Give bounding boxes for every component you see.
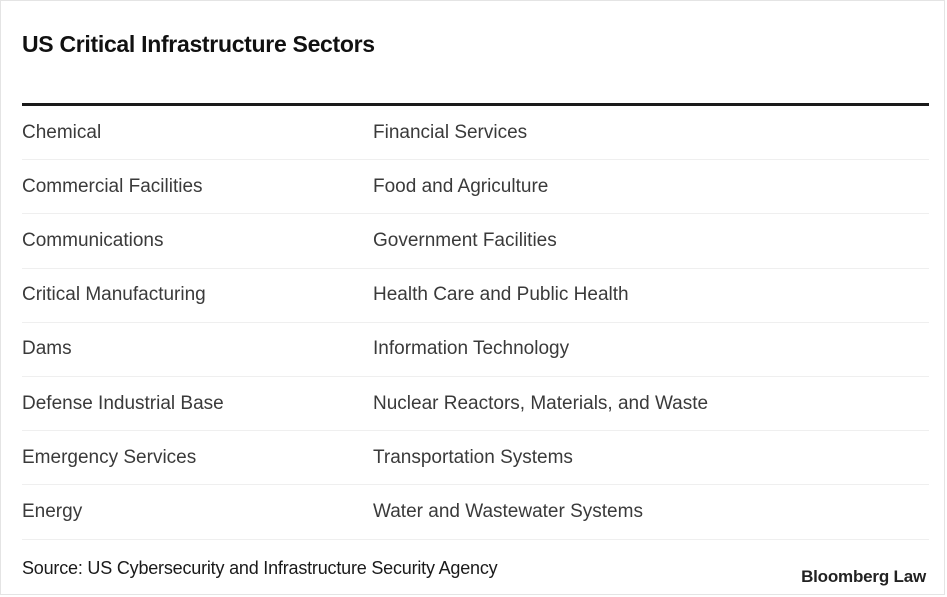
sectors-table [22, 106, 929, 540]
sector-cell: Transportation Systems [373, 446, 573, 468]
table-row [22, 323, 929, 377]
sector-cell: Chemical [22, 121, 102, 143]
sector-cell: Emergency Services [22, 446, 197, 468]
sector-cell: Communications [22, 229, 164, 251]
source-note: Source: US Cybersecurity and Infrastructure Security Agency [22, 558, 498, 578]
sector-cell: Health Care and Public Health [373, 284, 629, 306]
sector-cell: Water and Wastewater Systems [373, 500, 643, 522]
sector-cell: Dams [22, 338, 72, 360]
sector-cell: Critical Manufacturing [22, 284, 206, 306]
brand-logo: Bloomberg Law [801, 567, 926, 586]
table-row [22, 160, 929, 214]
table-row [22, 269, 929, 323]
figure-title: US Critical Infrastructure Sectors [22, 31, 375, 57]
sector-cell: Commercial Facilities [22, 175, 203, 197]
sector-cell: Government Facilities [373, 229, 557, 251]
sector-cell: Food and Agriculture [373, 175, 549, 197]
sector-cell: Financial Services [373, 121, 528, 143]
table-row [22, 106, 929, 160]
sector-cell: Nuclear Reactors, Materials, and Waste [373, 392, 709, 414]
sector-cell: Defense Industrial Base [22, 392, 224, 414]
sector-cell: Energy [22, 500, 83, 522]
table-row [22, 431, 929, 485]
sector-cell: Information Technology [373, 338, 570, 360]
table-row [22, 377, 929, 431]
table-row [22, 214, 929, 268]
table-row [22, 485, 929, 539]
